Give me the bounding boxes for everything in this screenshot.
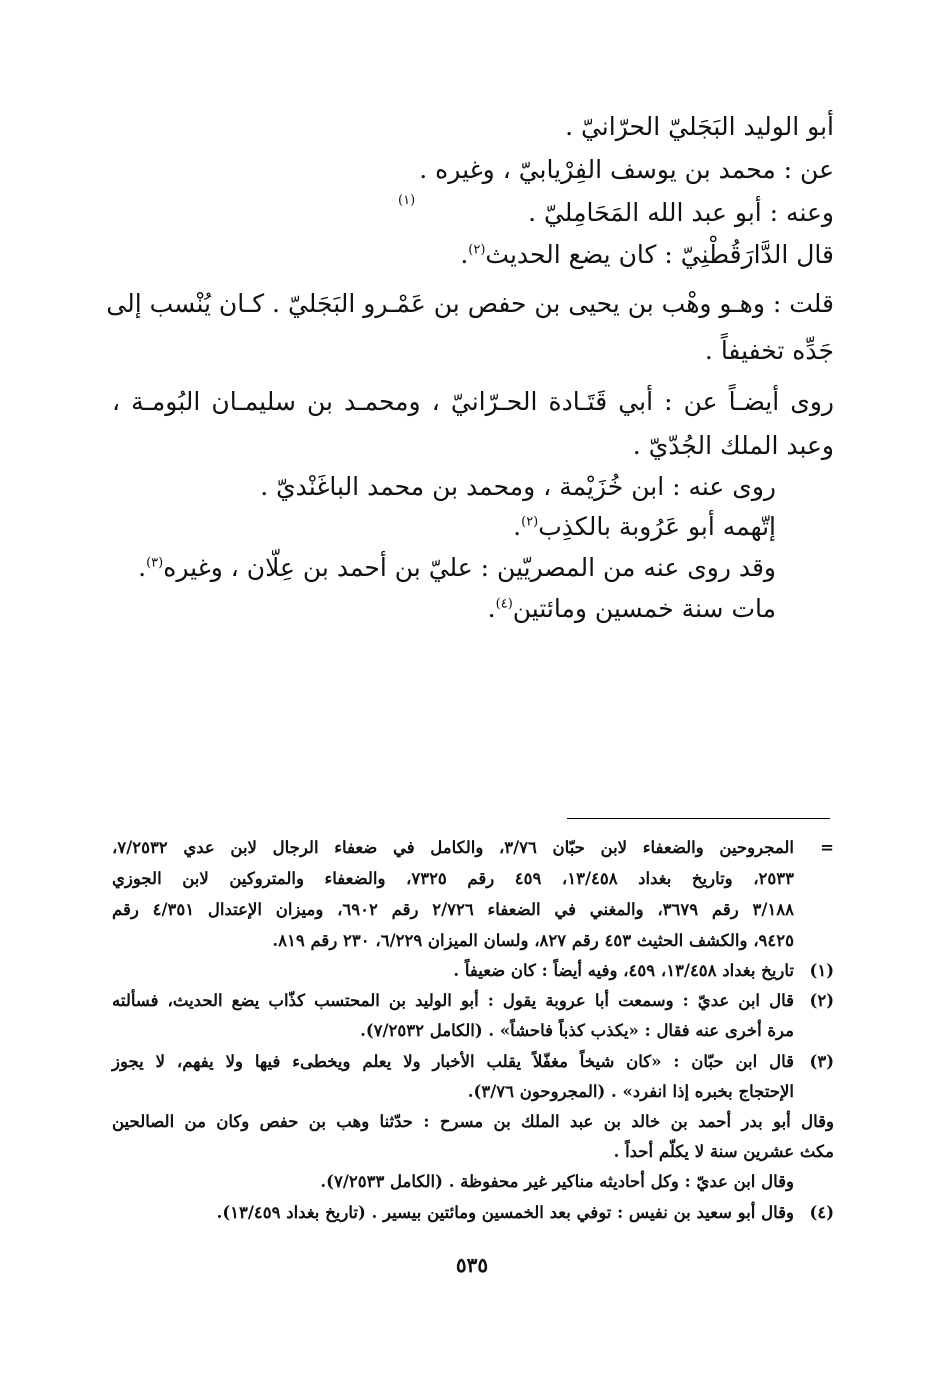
footnote-1-number: (١) (809, 961, 834, 980)
footnote-3-line-3: وقال أبو بدر أحمد بن خالد بن عبد الملك بن مسرح : حدّثنا وهب بن حفص وكان من الصالحين (112, 1112, 834, 1131)
footnote-1-line-1: تاريخ بغداد ١٣/٤٥٨، ٤٥٩، وفيه أيضاً : كان ضعيفاً . (453, 961, 794, 980)
main-line-9: روى عنه : ابن خُزَيْمة ، ومحمد بن محمد الباغَنْديّ . (260, 472, 776, 501)
footnote-3-number: (٣) (809, 1052, 834, 1071)
footnote-3-line-1: قال ابن حبّان : «كان شيخاً مغفّلاً يقلب الأخبار ولا يعلم ويخطىء فيها ولا يفهم، لا يجوز (112, 1052, 794, 1071)
footnote-2-line-1: قال ابن عديّ : وسمعت أبا عروبة يقول : أبو الوليد بن المحتسب كذّاب يضع الحديث، فسألته (112, 991, 794, 1010)
main-line-7: روى أيضـاً عن : أبي قَتَـادة الحـرّانيّ ، ومحمـد بن سليمـان البُومـة ، (112, 387, 834, 416)
main-line-11-end: . (138, 553, 147, 582)
footnote-4-line-1: وقال أبو سعيد بن نفيس : توفي بعد الخمسين ومائتين بيسير . (تاريخ بغداد ١٣/٤٥٩). (216, 1203, 794, 1222)
main-line-11-text: وقد روى عنه من المصريّين : عليّ بن أحمد بن عِلّان ، وغيره (163, 553, 776, 582)
main-line-12 (488, 594, 776, 623)
main-line-4-end: . (460, 240, 469, 269)
footnote-ref-3: (٣) (146, 555, 164, 571)
footnote-ref-1: (١) (398, 193, 416, 208)
footnote-continuation-marker: = (820, 838, 834, 857)
main-line-1: أبو الوليد البَجَليّ الحرّانيّ . (565, 112, 834, 141)
footnote-2-number: (٢) (809, 991, 834, 1010)
footnote-cont-line-2: ٢٥٣٣، وتاريخ بغداد ١٣/٤٥٨، ٤٥٩ رقم ٧٣٢٥، والضعفاء والمتروكين لابن الجوزي (112, 869, 794, 888)
main-line-12-text: مات سنة خمسين ومائتين (512, 594, 776, 623)
footnote-cont-line-4: ٩٤٢٥، والكشف الحثيث ٤٥٣ رقم ٨٢٧، ولسان الميزان ٦/٢٢٩، ٢٣٠ رقم ٨١٩. (272, 931, 794, 950)
footnote-3-line-5: وقال ابن عديّ : وكل أحاديثه مناكير غير محفوظة . (الكامل ٧/٢٥٣٣). (320, 1172, 794, 1191)
footnote-ref-2: (٢) (468, 242, 486, 258)
main-line-5: قلت : وهـو وهْب بن يحيى بن حفص بن عَمْـرو البَجَليّ . كـان يُنْسب إلى (106, 289, 834, 318)
main-line-11 (138, 553, 776, 582)
main-line-6: جَدِّه تخفيفاً . (704, 336, 834, 365)
footnote-ref-4: (٤) (495, 596, 513, 612)
footnote-3-line-2: الإحتجاج بخبره إذا انفرد» . (المجروحون ٣/٧٦). (467, 1082, 794, 1101)
main-line-10-text: إتّهمه أبو عَرُوبة بالكذِب (538, 512, 776, 541)
main-line-8: وعبد الملك الجُدّيّ . (632, 431, 834, 460)
footnote-4-number: (٤) (809, 1203, 834, 1222)
main-line-4-text: قال الدَّارَقُطْنِيّ : كان يضع الحديث (485, 240, 834, 269)
footnote-separator (567, 818, 830, 819)
footnote-3-line-4: مكث عشرين سنة لا يكلّم أحداً . (613, 1142, 834, 1161)
main-line-3: وعنه : أبو عبد الله المَحَامِليّ . (528, 198, 834, 227)
main-line-10-end: . (513, 512, 522, 541)
main-line-2: عن : محمد بن يوسف الفِرْيابيّ ، وغيره . (419, 155, 834, 184)
footnote-cont-line-1: المجروحين والضعفاء لابن حبّان ٣/٧٦، والكامل في ضعفاء الرجال لابن عدي ٧/٢٥٣٢، (112, 838, 794, 857)
main-line-10 (513, 512, 776, 541)
footnote-2-line-2: مرة أخرى عنه فقال : «يكذب كذباً فاحشاً» . (الكامل ٧/٢٥٣٢). (360, 1021, 794, 1040)
footnote-ref-2b: (٢) (521, 514, 539, 530)
page-number: ٥٣٥ (455, 1253, 489, 1277)
footnote-cont-line-3: ٣/١٨٨ رقم ٣٦٧٩، والمغني في الضعفاء ٢/٧٢٦ رقم ٦٩٠٢، وميزان الإعتدال ٤/٣٥١ رقم (112, 900, 795, 919)
main-line-4 (460, 240, 834, 269)
main-line-12-end: . (487, 594, 496, 623)
